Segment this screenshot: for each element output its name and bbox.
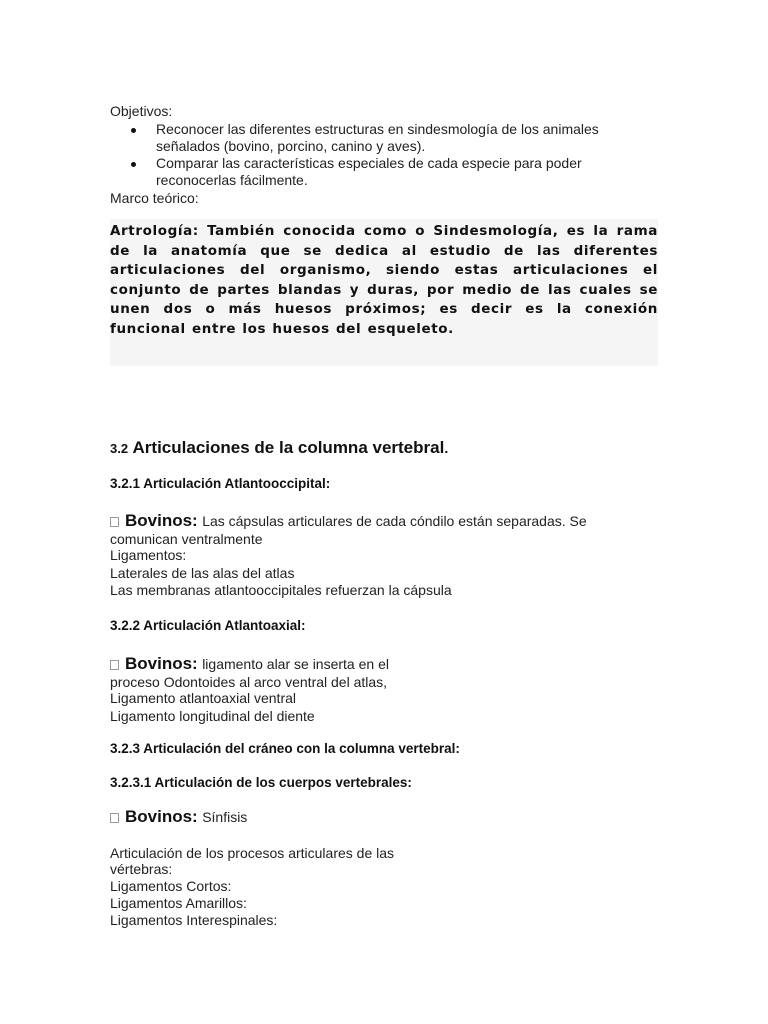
text-line: Articulación de los procesos articulares de las: [110, 845, 395, 861]
text-line: Ligamentos Cortos:: [110, 878, 232, 894]
section-title: Articulaciones de la columna vertebral: [132, 438, 445, 457]
objective-line: Reconocer las diferentes estructuras en sindesmología de los animales: [156, 121, 599, 137]
subsection-heading: 3.2.3 Articulación del cráneo con la columna vertebral:: [110, 741, 460, 756]
objective-item: [110, 121, 670, 155]
species-entry: [110, 511, 587, 531]
theory-box: [110, 219, 658, 366]
text-line: Ligamento atlantoaxial ventral: [110, 690, 297, 706]
species-entry: [110, 807, 247, 827]
text-line: Laterales de las alas del atlas: [110, 565, 295, 581]
subsection-heading: 3.2.2 Articulación Atlantoaxial:: [110, 618, 306, 633]
text-line: Ligamentos Interespinales:: [110, 912, 278, 928]
objectives-label: Objetivos:: [110, 103, 173, 119]
bullet-icon: [131, 128, 136, 133]
species-description: Las cápsulas articulares de cada cóndilo están separadas. Se: [202, 513, 587, 529]
text-line: vértebras:: [110, 861, 173, 877]
species-description: ligamento alar se inserta en el: [202, 656, 389, 672]
theory-paragraph: Artrología: También conocida como o Sindesmología, es la rama de la anatomía que se dedica al estudio de las diferentes articulaciones del organismo, siendo estas articulaciones el conjunto de partes blandas y duras, por medio de las cuales se unen dos o más huesos próximos; es decir es la conexión funcional entre los huesos del esqueleto.: [110, 223, 658, 337]
section-number: 3.2: [110, 441, 129, 456]
bullet-icon: [131, 162, 136, 167]
text-line: Las membranas atlantooccipitales refuerzan la cápsula: [110, 582, 452, 598]
section-heading: [110, 438, 448, 458]
subsection-heading: 3.2.1 Articulación Atlantooccipital:: [110, 476, 331, 491]
species-name: Bovinos:: [125, 807, 198, 826]
section-title-end: .: [444, 440, 449, 456]
species-name: Bovinos:: [125, 511, 198, 530]
checkbox-icon: [110, 813, 119, 823]
checkbox-icon: [110, 660, 119, 670]
species-name: Bovinos:: [125, 654, 198, 673]
species-description: Sínfisis: [202, 809, 248, 825]
text-line: comunican ventralmente: [110, 531, 263, 547]
objective-line: reconocerlas fácilmente.: [156, 172, 308, 188]
text-line: proceso Odontoides al arco ventral del atlas,: [110, 674, 388, 690]
objective-item: [110, 155, 670, 189]
objectives-list: [110, 121, 670, 189]
objective-line: Comparar las características especiales de cada especie para poder: [156, 155, 582, 171]
text-line: Ligamento longitudinal del diente: [110, 708, 315, 724]
species-entry: [110, 654, 389, 674]
checkbox-icon: [110, 517, 119, 527]
theory-label: Marco teórico:: [110, 190, 199, 206]
objective-line: señalados (bovino, porcino, canino y aves).: [156, 138, 426, 154]
subsection-heading: 3.2.3.1 Articulación de los cuerpos vertebrales:: [110, 775, 412, 790]
text-line: Ligamentos:: [110, 547, 187, 563]
text-line: Ligamentos Amarillos:: [110, 895, 247, 911]
